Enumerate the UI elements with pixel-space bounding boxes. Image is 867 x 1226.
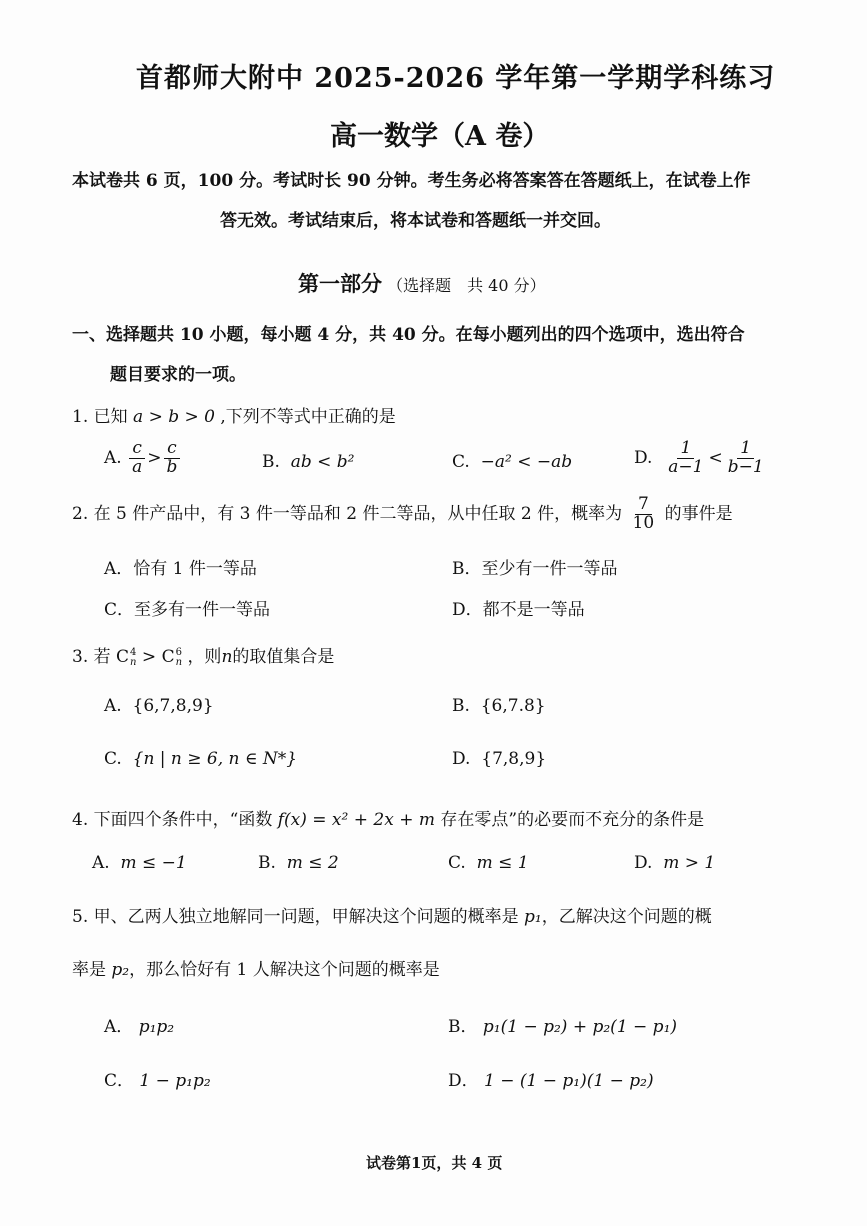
numerator: 1: [737, 440, 754, 459]
option-math: m ≤ −1: [120, 853, 187, 873]
combination-1: [116, 647, 136, 667]
option-math: −a² < −ab: [480, 452, 573, 472]
exam-school-title: 首都师大附中 2025-2026 学年第一学期学科练习: [136, 63, 776, 94]
option-label: B.: [262, 452, 280, 472]
q5-stem-line2-suffix: ，那么恰好有 1 人解决这个问题的概率是: [129, 960, 440, 980]
q5-option-a[interactable]: [104, 1012, 174, 1037]
option-math: {7,8,9}: [481, 749, 547, 769]
question-5-stem-line-2: [72, 955, 440, 980]
page-footer: 试卷第1页，共 4 页: [366, 1154, 503, 1172]
denominator: b: [166, 456, 178, 477]
sup: 4: [130, 646, 137, 658]
q4-stem-suffix: 存在零点”的必要而不充分的条件是: [440, 810, 705, 830]
question-3-stem: [72, 642, 334, 668]
q5-stem-prefix: 5. 甲、乙两人独立地解同一问题，甲解决这个问题的概率是: [72, 907, 519, 927]
q2-option-b[interactable]: B．至少有一件一等品: [452, 559, 618, 579]
q2-option-a[interactable]: A．恰有 1 件一等品: [104, 559, 257, 579]
q1-stem-math: a > b > 0: [133, 407, 215, 427]
option-label: B．: [448, 1017, 478, 1037]
denominator: b−1: [727, 456, 764, 477]
q3-option-b[interactable]: [452, 696, 546, 716]
q5-option-c[interactable]: [104, 1066, 211, 1091]
denominator: a: [132, 456, 143, 477]
q2-stem-suffix: 的事件是: [664, 503, 733, 524]
numerator: 7: [635, 496, 652, 515]
option-label: C.: [448, 853, 466, 873]
combination-2: [162, 647, 182, 667]
c-symbol: C: [116, 647, 130, 667]
option-label: C.: [452, 452, 470, 472]
option-label: C．: [104, 1071, 135, 1091]
q3-option-c[interactable]: [104, 749, 297, 769]
q1-stem-prefix: 1. 已知: [72, 407, 128, 427]
numerator: 1: [677, 440, 694, 459]
denominator: a−1: [668, 456, 704, 477]
q5-option-d[interactable]: [448, 1066, 654, 1091]
q4-option-c[interactable]: [448, 853, 529, 873]
section-1-heading-line-1: 一、选择题共 10 小题，每小题 4 分，共 40 分。在每小题列出的四个选项中，选出符合: [72, 325, 745, 345]
q3-stem-end: 的取值集合是: [232, 647, 335, 667]
q5-p1: p₁: [524, 907, 542, 927]
option-math: m ≤ 2: [286, 853, 339, 873]
q5-p2: p₂: [111, 960, 130, 980]
fraction: [129, 440, 145, 477]
exam-subject-title: 高一数学（A 卷）: [330, 121, 550, 152]
q5-option-b[interactable]: [448, 1012, 677, 1037]
option-label: B.: [258, 853, 276, 873]
relation: >: [136, 647, 162, 667]
option-math: m > 1: [663, 853, 716, 873]
q4-option-a[interactable]: [92, 853, 187, 873]
q5-stem-line2-prefix: 率是: [72, 960, 106, 980]
q2-stem-prefix: 2. 在 5 件产品中，有 3 件一等品和 2 件二等品，从中任取 2 件，概率为: [72, 503, 623, 524]
q2-option-c[interactable]: C．至多有一件一等品: [104, 600, 271, 620]
sup-sub: [176, 648, 182, 668]
q3-stem-suffix: ，则: [187, 647, 222, 667]
part-1-note: （选择题 共 40 分）: [387, 276, 546, 295]
q5-stem-suffix: ，乙解决这个问题的概: [541, 907, 712, 927]
option-math: m ≤ 1: [476, 853, 529, 873]
option-label: D．: [448, 1071, 479, 1091]
option-label: D.: [452, 749, 471, 769]
option-math: p₁(1 − p₂) + p₂(1 − p₁): [482, 1017, 678, 1037]
sub: n: [130, 656, 137, 668]
part-1-title: 第一部分: [298, 271, 382, 296]
option-math: {6,7.8}: [480, 696, 546, 716]
option-math: {6,7,8,9}: [132, 696, 214, 716]
instructions-line-2: 答无效。考试结束后，将本试卷和答题纸一并交回。: [220, 211, 611, 231]
section-1-heading-line-2: 题目要求的一项。: [110, 365, 246, 385]
relation: <: [708, 447, 723, 468]
option-label: A.: [92, 853, 110, 873]
q1-option-c[interactable]: [452, 452, 572, 472]
part-1-heading: [298, 268, 546, 298]
option-label: A.: [104, 447, 122, 468]
option-label: A．: [104, 1017, 134, 1037]
question-2-stem: [72, 496, 733, 533]
option-label: C.: [104, 749, 122, 769]
q3-option-a[interactable]: [104, 696, 214, 716]
instructions-line-1: 本试卷共 6 页，100 分。考试时长 90 分钟。考生务必将答案答在答题纸上，在试卷上作: [72, 171, 751, 191]
option-math: {n | n ≥ 6, n ∈ N*}: [132, 749, 298, 769]
q1-option-a[interactable]: [104, 440, 182, 477]
question-5-stem-line-1: [72, 902, 712, 927]
fraction: [630, 496, 658, 533]
q1-option-b[interactable]: [262, 452, 355, 472]
option-label: B.: [452, 696, 470, 716]
q1-option-d[interactable]: [634, 440, 769, 477]
q4-stem-prefix: 4. 下面四个条件中，“函数: [72, 810, 273, 830]
q4-stem-math: f(x) = x² + 2x + m: [277, 810, 435, 830]
c-symbol: C: [161, 647, 175, 667]
option-math: 1 − (1 − p₁)(1 − p₂): [484, 1071, 654, 1091]
fraction: [665, 440, 706, 477]
question-4-stem: [72, 805, 704, 830]
q1-stem-suffix: ,下列不等式中正确的是: [220, 407, 396, 427]
option-label: A.: [104, 696, 122, 716]
sub: n: [175, 656, 183, 668]
relation: >: [147, 447, 162, 468]
denominator: 10: [632, 512, 655, 533]
fraction: [163, 440, 180, 477]
q4-option-d[interactable]: [634, 853, 715, 873]
numerator: c: [164, 440, 180, 459]
q4-option-b[interactable]: [258, 853, 339, 873]
option-math: 1 − p₁p₂: [139, 1071, 211, 1091]
option-math: p₁p₂: [138, 1017, 175, 1037]
option-math: ab < b²: [290, 452, 355, 472]
q3-option-d[interactable]: [452, 749, 546, 769]
numerator: c: [129, 440, 145, 459]
sup: 6: [175, 646, 182, 658]
fraction: [725, 440, 767, 477]
question-1-stem: [72, 402, 396, 427]
q3-stem-prefix: 3. 若: [72, 647, 111, 667]
q3-var: n: [221, 647, 233, 667]
option-label: D.: [634, 853, 653, 873]
option-label: D.: [634, 447, 653, 468]
q2-option-d[interactable]: D．都不是一等品: [452, 600, 585, 620]
